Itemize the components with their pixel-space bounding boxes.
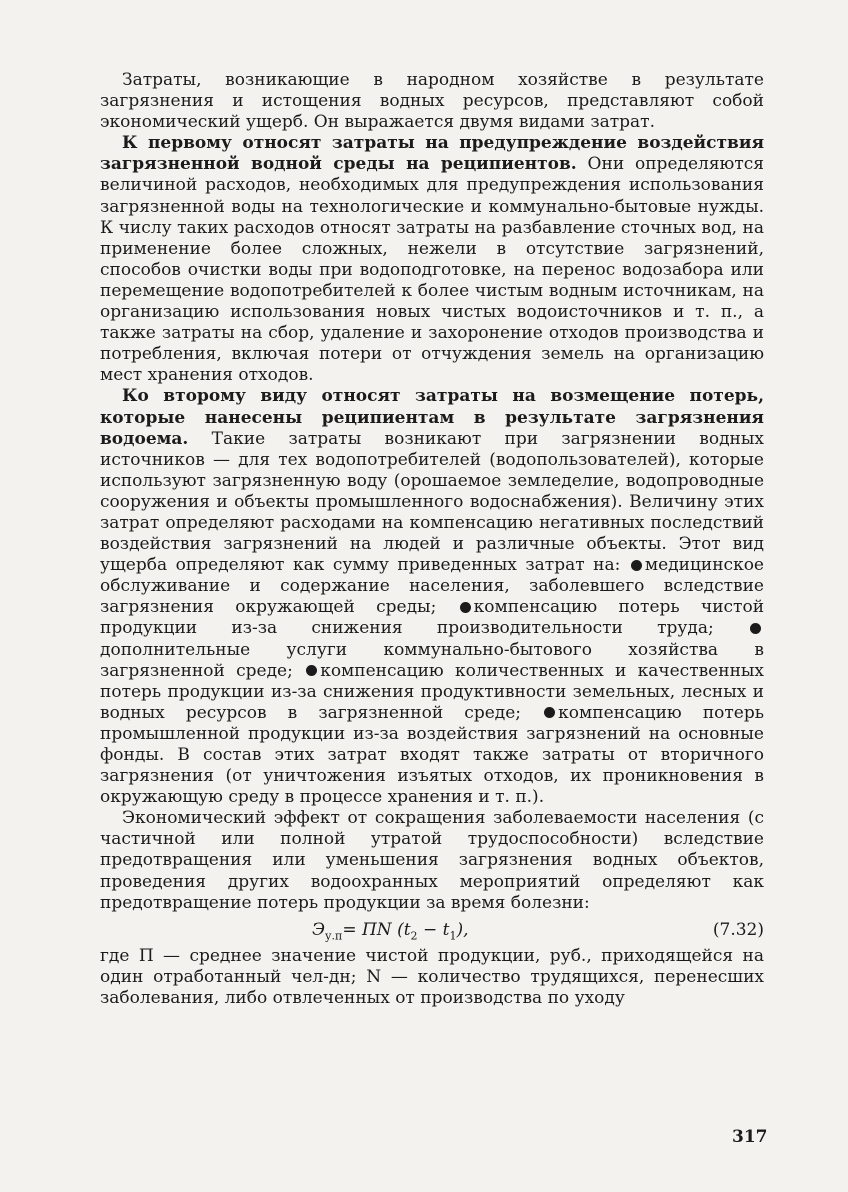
bullet-icon	[306, 665, 317, 676]
formula-explanation	[100, 946, 764, 1009]
formula-lhs-subscript: у.п	[325, 929, 343, 943]
formula-rhs: = ПN (t	[342, 919, 411, 940]
bullet-icon	[631, 560, 642, 571]
second-type-intro: Такие затраты возникают при загрязнении водных источников — для тех водопотребителей (водопользователей), которые используют загрязненную воду (орошаемое земледелие, водопроводные сооружения и объекты промышленного водоснабжения). Величину этих затрат определяют расходами на компенсацию негативных последствий воздействия загрязнений на людей и различные объекты. Этот вид ущерба определяют как сумму приведенных затрат на:	[100, 428, 764, 576]
bullet-icon	[544, 707, 555, 718]
formula-7-32	[100, 916, 764, 946]
formula-minus: − t	[417, 919, 450, 940]
bullet-icon	[460, 602, 471, 613]
formula-expression	[312, 920, 468, 946]
cost-item: компенсацию количественных и качественных потерь продукции из-за снижения продуктивности земельных, лесных и водных ресурсов в загрязненной среде;	[100, 660, 765, 723]
formula-number: (7.32)	[712, 919, 764, 940]
paragraph-first-type	[100, 133, 764, 386]
body-text	[100, 70, 764, 1009]
second-type-heading: Ко второму виду относят затраты на возмещение потерь, которые нанесены реципиентам в результате загрязнения водоема.	[100, 386, 764, 449]
first-type-text: Они определяются величиной расходов, необходимых для предупреждения использования загрязненной воды на технологические и коммунально-бытовые нужды. К числу таких расходов относят затраты на разбавление сточных вод, на применение более сложных, нежели в отсутствие загрязнений, способов очистки воды при водоподготовке, на перенос водозабора или перемещение водопотребителей к более чистым водным источникам, на организацию использования новых чистых водоисточников и т. п., а также затраты на сбор, удаление и захоронение отходов производства и потребления, включая потери от отчуждения земель на организацию мест хранения отходов.	[100, 154, 765, 386]
formula-t1-subscript: 1	[449, 929, 457, 943]
cost-item: компенсацию потерь чистой продукции из-за снижения производительности труда;	[100, 597, 765, 639]
paragraph-where: где П — среднее значение чистой продукции, руб., приходящейся на один отработанный чел-дн; N — количество трудящихся, перенесших заболевания, либо отвлеченных от производства по уходу	[100, 945, 764, 1008]
page-number: 317	[732, 1127, 768, 1147]
cost-item: компенсацию потерь промышленной продукции из-за воздействия загрязнений на основные фонды.	[100, 702, 764, 765]
cost-item: медицинское обслуживание и содержание населения, заболевшего вследствие загрязнения окружающей среды;	[100, 555, 764, 618]
formula-end: ),	[456, 919, 469, 940]
formula-lhs: Э	[312, 919, 326, 940]
first-type-heading: К первому относят затраты на предупреждение воздействия загрязненной водной среды на реципиентов.	[100, 133, 764, 175]
bullet-icon	[750, 623, 761, 634]
paragraph-second-type	[100, 386, 764, 808]
paragraph-economic-damage: Затраты, возникающие в народном хозяйстве в результате загрязнения и истощения водных ресурсов, представляют собой экономический ущерб. Он выражается двумя видами затрат.	[100, 70, 764, 133]
paragraph-economic-effect: Экономический эффект от сокращения заболеваемости населения (с частичной или полной утратой трудоспособности) вследствие предотвращения или уменьшения загрязнения водных объектов, проведения других водоохранных мероприятий определяют как предотвращение потерь продукции за время болезни:	[100, 808, 764, 913]
cost-item: дополнительные услуги коммунально-бытового хозяйства в загрязненной среде;	[100, 639, 764, 681]
formula-t2-subscript: 2	[410, 929, 418, 943]
second-type-tail: В состав этих затрат входят также затраты от вторичного загрязнения (от уничтожения изъятых отходов, их проникновения в окружающую среду в процессе хранения и т. п.).	[100, 745, 764, 808]
